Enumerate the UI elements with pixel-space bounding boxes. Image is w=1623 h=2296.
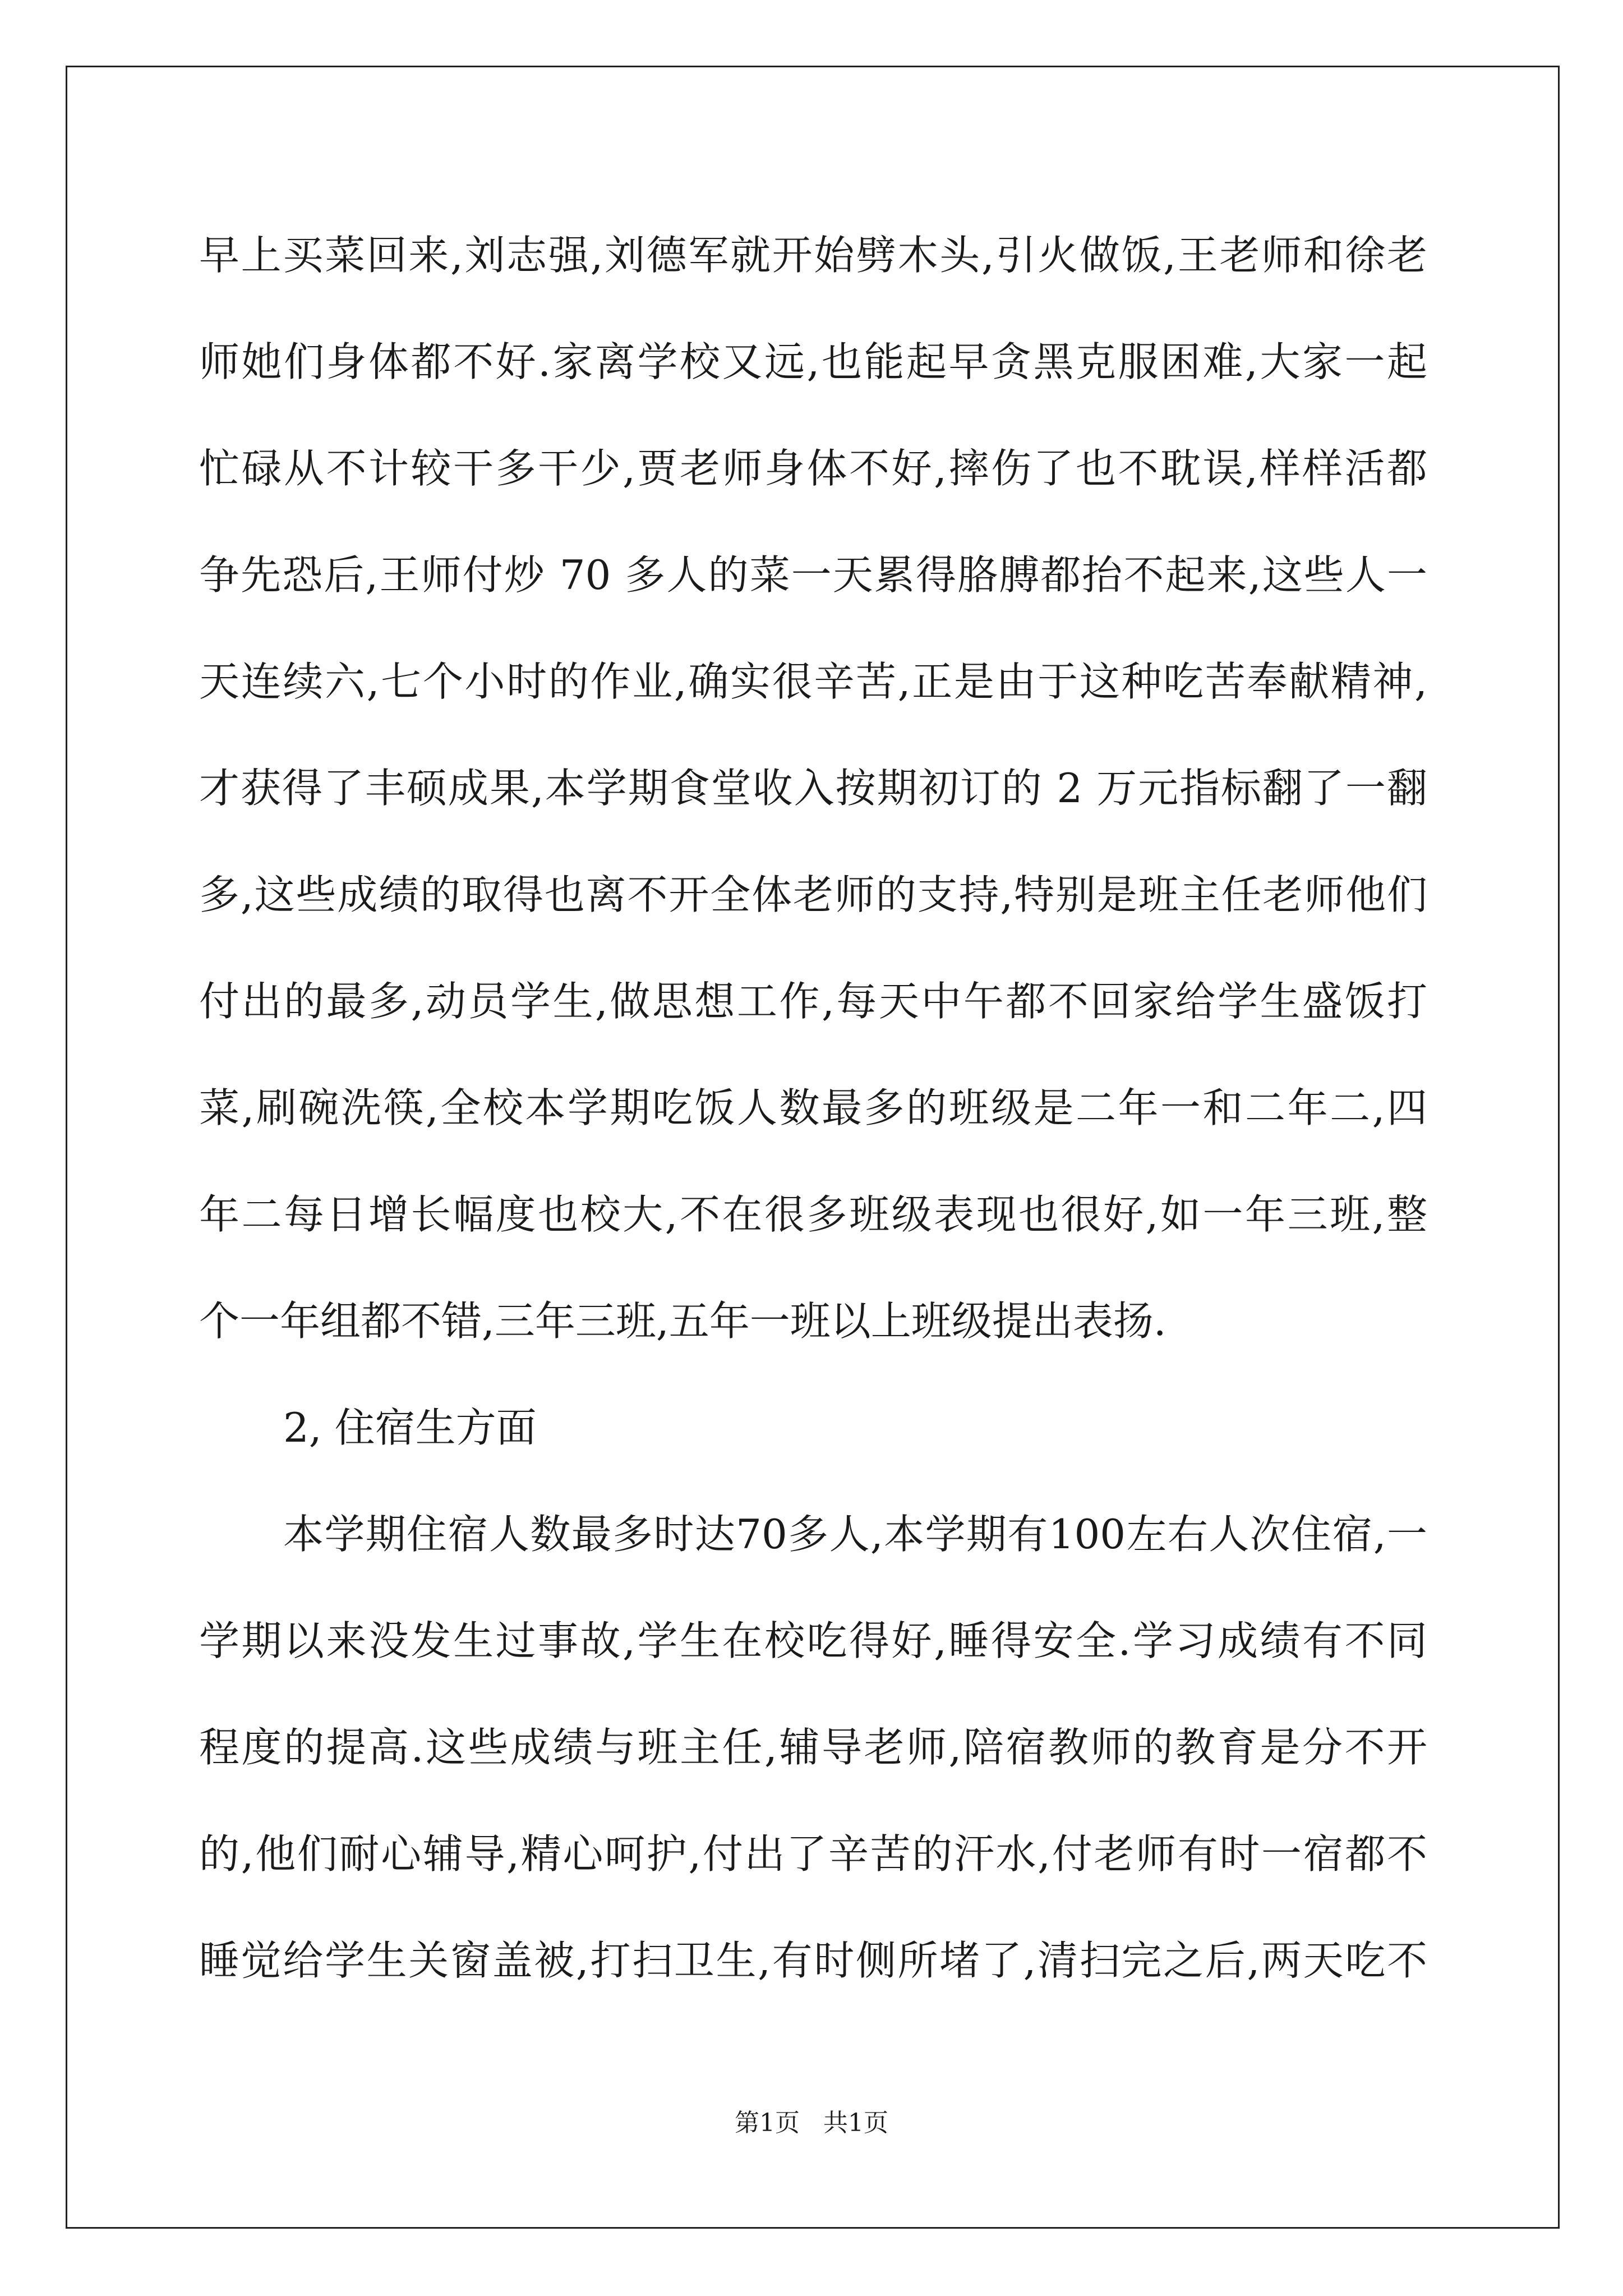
paragraph-line: 睡觉给学生关窗盖被,打扫卫生,有时侧所堵了,清扫完之后,两天吃不 — [199, 1937, 1427, 1984]
paragraph-line: 争先恐后,王师付炒 70 多人的菜一天累得胳膊都抬不起来,这些人一 — [199, 551, 1427, 599]
paragraph-line: 师她们身体都不好.家离学校又远,也能起早贪黑克服困难,大家一起 — [199, 338, 1427, 385]
paragraph-line: 才获得了丰硕成果,本学期食堂收入按期初订的 2 万元指标翻了一翻 — [199, 765, 1427, 812]
section-heading: 2, 住宿生方面 — [283, 1404, 537, 1451]
document-body — [199, 202, 1427, 2014]
paragraph-line: 年二每日增长幅度也校大,不在很多班级表现也很好,如一年三班,整 — [199, 1191, 1427, 1238]
paragraph-line: 多,这些成绩的取得也离不开全体老师的支持,特别是班主任老师他们 — [199, 871, 1427, 918]
paragraph-line: 学期以来没发生过事故,学生在校吃得好,睡得安全.学习成绩有不同 — [199, 1617, 1427, 1664]
paragraph-line: 忙碌从不计较干多干少,贾老师身体不好,摔伤了也不耽误,样样活都 — [199, 445, 1427, 492]
paragraph-line: 天连续六,七个小时的作业,确实很辛苦,正是由于这种吃苦奉献精神, — [199, 658, 1427, 705]
paragraph-line: 的,他们耐心辅导,精心呵护,付出了辛苦的汗水,付老师有时一宿都不 — [199, 1830, 1427, 1878]
paragraph-line: 付出的最多,动员学生,做思想工作,每天中午都不回家给学生盛饭打 — [199, 978, 1427, 1025]
paragraph-line: 本学期住宿人数最多时达70多人,本学期有100左右人次住宿,一 — [283, 1511, 1427, 1558]
paragraph-line: 菜,刷碗洗筷,全校本学期吃饭人数最多的班级是二年一和二年二,四 — [199, 1084, 1427, 1131]
page-number-footer: 第1页 共1页 — [735, 2109, 888, 2137]
paragraph-line: 程度的提高.这些成绩与班主任,辅导老师,陪宿教师的教育是分不开 — [199, 1724, 1427, 1771]
paragraph-line: 早上买菜回来,刘志强,刘德军就开始劈木头,引火做饭,王老师和徐老 — [199, 232, 1427, 279]
paragraph-line: 个一年组都不错,三年三班,五年一班以上班级提出表扬. — [199, 1297, 1166, 1345]
